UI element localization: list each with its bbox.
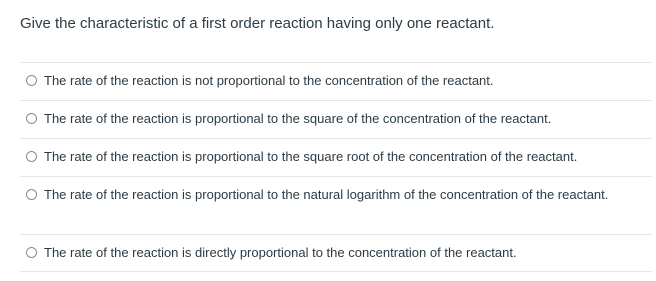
answer-option-2[interactable]	[20, 100, 652, 138]
answer-option-3[interactable]	[20, 138, 652, 176]
radio-button-icon[interactable]	[26, 151, 37, 162]
radio-button-icon[interactable]	[26, 113, 37, 124]
answer-label: The rate of the reaction is proportional to the square root of the concentration of the reactant.	[44, 149, 578, 164]
radio-button-icon[interactable]	[26, 75, 37, 86]
radio-button-icon[interactable]	[26, 247, 37, 258]
answer-list	[20, 62, 652, 272]
answer-label: The rate of the reaction is proportional to the natural logarithm of the concentration of the reactant.	[44, 187, 609, 202]
question-text: Give the characteristic of a first order reaction having only one reactant.	[20, 15, 495, 32]
answer-option-1[interactable]	[20, 62, 652, 100]
answer-option-4[interactable]	[20, 176, 652, 234]
answer-label: The rate of the reaction is not proportional to the concentration of the reactant.	[44, 73, 494, 88]
radio-button-icon[interactable]	[26, 189, 37, 200]
answer-label: The rate of the reaction is directly proportional to the concentration of the reactant.	[44, 245, 517, 260]
answer-label: The rate of the reaction is proportional to the square of the concentration of the reactant.	[44, 111, 552, 126]
answer-option-5[interactable]	[20, 234, 652, 272]
